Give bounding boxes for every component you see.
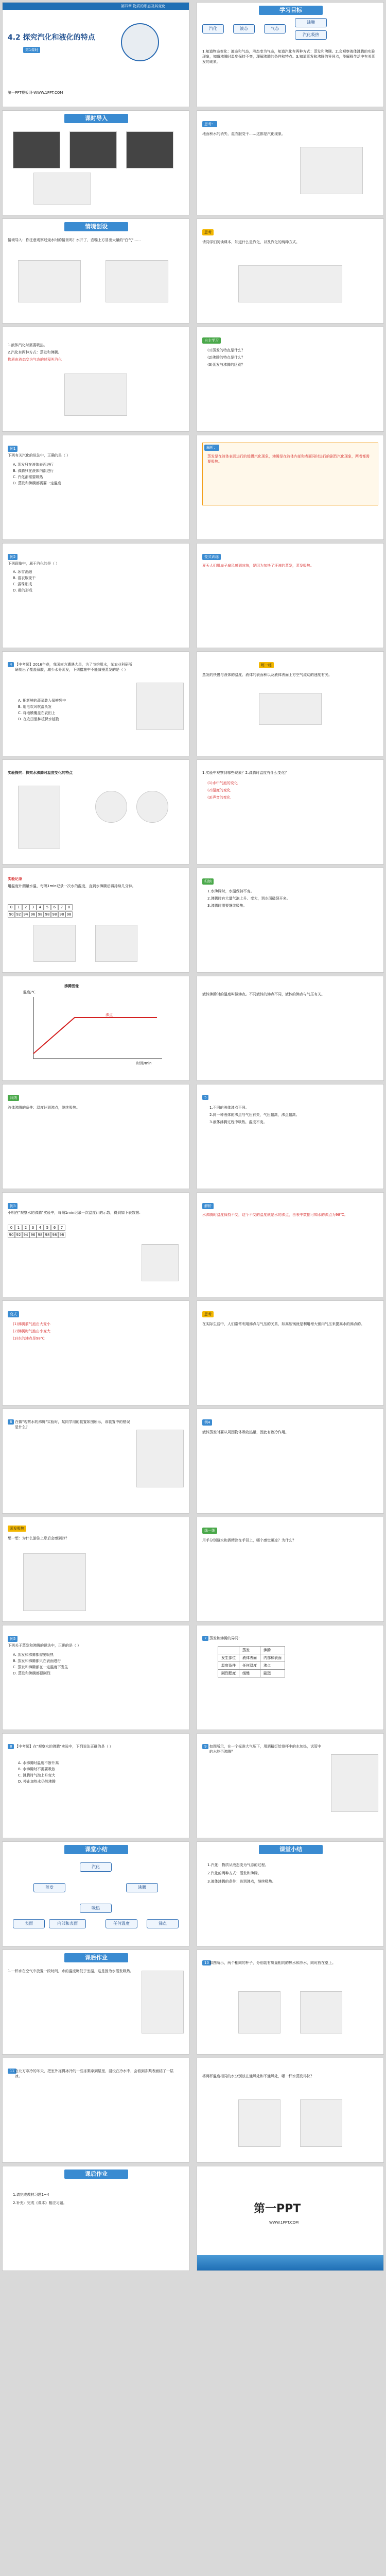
example-tag: 例4 [202, 1419, 212, 1426]
time-cell: 6 [51, 904, 58, 910]
chapter-label: 第四章 物质的形态及其变化 [121, 4, 166, 8]
table-cell: 剧烈 [260, 1670, 285, 1677]
scene-text: 情境导入：你注意观察过烧水时的情景吗？水开了，壶嘴上方冒出大量的"白气"…… [8, 238, 141, 242]
slide-12-variant [197, 543, 384, 648]
table-cell: 剧烈程度 [218, 1670, 239, 1677]
node-boiling: 沸腾 [295, 18, 327, 27]
time-cell: 3 [29, 904, 37, 910]
beaker-setup-illustration [18, 786, 60, 849]
time-cell: 0 [8, 1225, 15, 1231]
node-liquid: 液态 [233, 24, 255, 33]
temp-cell: 92 [15, 1232, 22, 1238]
intro-header: 课时导入 [64, 114, 128, 123]
homework-2: 2.补充：完成《课本》相应习题。 [13, 2201, 67, 2205]
example-question: 下列有关汽化的说法中，正确的是（ ） [8, 453, 71, 457]
node-boiling-point: 沸点 [147, 1919, 179, 1928]
time-cell: 5 [44, 904, 51, 910]
exam-number: 4 [8, 662, 14, 667]
observe-2: (2)温度的变化 [207, 788, 231, 792]
farm-illustration [136, 683, 184, 730]
time-cell: 0 [8, 904, 15, 910]
slide-33-exam [2, 1733, 189, 1838]
question-text: 在北方寒冷的冬天，把室外冻得冰冷的一些冻梨拿到屋里，浸没在冷水中，会看到冻梨表面结了一层冰。 [15, 2069, 173, 2078]
summary-tag: 归纳 [8, 1095, 19, 1101]
goals-header: 学习目标 [259, 6, 323, 15]
slide-14-practice [197, 651, 384, 756]
option-b: B. 蒸发和沸腾都只在表面进行 [13, 1659, 61, 1663]
cloud-cycle-illustration [238, 265, 342, 302]
bubbles-before [33, 925, 76, 962]
variant-2: (2)沸腾时气泡由小变大 [13, 1329, 50, 1333]
apparatus-illustration [136, 1430, 184, 1487]
analysis-label: 解析： [204, 445, 219, 451]
slide-22-points [197, 1084, 384, 1189]
slide-32-comparison [197, 1625, 384, 1730]
table-cell: 温度条件 [218, 1662, 239, 1670]
question-text: 如图所示，两个相同的杯子，分别装有质量相同的热水和冷水，同时放在桌上。 [209, 1961, 336, 1965]
slide-19-graph [2, 976, 189, 1081]
temp-cell: 98 [44, 1232, 51, 1238]
comparison-title: 蒸发和沸腾的异同： [209, 1636, 242, 1640]
slide-2-goals [197, 2, 384, 107]
thinking-tag: 思考： [202, 121, 217, 127]
slide-35-concept-map [2, 1841, 189, 1946]
example-tag: 例5 [8, 1636, 17, 1642]
def-line-2: 2.汽化有两种方式：蒸发和沸腾。 [8, 350, 62, 354]
slide-30-practice [197, 1517, 384, 1622]
temp-cell: 94 [22, 911, 29, 918]
practice-text: 用手分别蘸水和酒精涂在手背上，哪个感觉更凉？为什么？ [202, 1538, 296, 1543]
table-header: 沸腾 [260, 1647, 285, 1654]
option-a: A. 蒸发只在液体表面进行 [13, 463, 54, 467]
slide-25-variant [2, 1300, 189, 1405]
slide-10-analysis [197, 435, 384, 540]
variant-tag: 变式训练 [202, 554, 221, 560]
homework-1: 1.请完成教材习题1~4 [13, 2193, 49, 2197]
slide-28-example [197, 1409, 384, 1514]
time-cell: 4 [37, 904, 44, 910]
ice-photo [33, 173, 91, 205]
question-2: (2)沸腾的特点是什么？ [207, 355, 245, 360]
analysis-box [202, 443, 378, 505]
slide-24-analysis [197, 1192, 384, 1297]
slide-16-observe [197, 759, 384, 865]
node-absorb: 吸热 [80, 1904, 112, 1913]
table-cell: 任何温度 [239, 1662, 260, 1670]
practice-text: 蒸发的快慢与液体的温度、液体的表面积以及液体表面上方空气流动的速度有关。 [202, 673, 332, 677]
slide-9-example [2, 435, 189, 540]
temp-cell: 98 [37, 911, 44, 918]
comparison-table [218, 1646, 285, 1677]
table-cell: 沸点 [260, 1662, 285, 1670]
self-study-tag: 自主学习 [202, 337, 221, 344]
time-cell: 6 [51, 1225, 58, 1231]
brand-logo: 第一PPT [254, 2202, 301, 2215]
stopwatch-icon [95, 791, 127, 823]
homework-header: 课后作业 [64, 2170, 128, 2179]
condition-text: 液体沸腾的条件：温度达到沸点，继续吸热。 [8, 1106, 80, 1110]
table-cell: 液体表面 [239, 1654, 260, 1662]
time-row [8, 904, 73, 910]
node-inside: 内部和表面 [49, 1919, 86, 1928]
thermometer-illustration [300, 147, 363, 194]
temp-cell: 98 [58, 911, 65, 918]
question-3: (3)蒸发与沸腾的区别？ [207, 363, 245, 367]
stopwatch-icon [136, 791, 168, 823]
practice-tag: 练一练 [259, 662, 274, 668]
time-cell: 3 [29, 1225, 37, 1231]
slide-40-question [197, 2058, 384, 2163]
slide-6-thinking [197, 218, 384, 324]
temp-cell: 98 [65, 911, 73, 918]
def-line-1: 1.液体汽化时需要吸热。 [8, 343, 47, 347]
node-any-temp: 任何温度 [106, 1919, 137, 1928]
option-c: C. 将地膜覆盖在农田上 [18, 711, 56, 715]
exam-question: 【中考题】2016年春，我国南方遭遇大旱，为了节约用水，某农业科研所研制出了覆盖薄膜，减少水分蒸发，下列措施中不能减慢蒸发的是（ ） [15, 663, 132, 672]
temp-cell: 98 [51, 1232, 58, 1238]
option-b: B. 沸腾只在液体内部进行 [13, 469, 54, 473]
summary-header: 课堂小结 [259, 1845, 323, 1854]
time-cell: 4 [37, 1225, 44, 1231]
bubbles-after [95, 925, 137, 962]
evaporation-text: 想一想：为什么游泳上岸后会感到冷？ [8, 1536, 69, 1540]
question-text: 在做"观察水的沸腾"实验时，某同学用的装置如图所示，该装置中的错误是什么？ [15, 1420, 130, 1429]
slide-29-evaporation [2, 1517, 189, 1622]
node-absorb-heat: 汽化吸热 [295, 30, 327, 40]
temperature-curve [33, 1018, 157, 1054]
option-a: A. 冰雪消融 [13, 570, 32, 574]
node-vaporize: 汽化 [80, 1862, 112, 1872]
option-d: D. 在农田里种植保水植物 [18, 717, 59, 721]
time-cell: 7 [58, 1225, 65, 1231]
temp-cell: 96 [29, 1232, 37, 1238]
boiling-graph [23, 992, 167, 1069]
example-tag: 例3 [8, 1203, 17, 1209]
beaker-illustration [106, 260, 168, 302]
summary-2: 2.沸腾时有大量气泡上升、变大，到水面破裂开来。 [207, 896, 290, 901]
question-number: 6 [8, 1419, 14, 1425]
question-number: 9 [202, 1744, 208, 1749]
option-d: D. 停止加热水仍然沸腾 [18, 1780, 56, 1784]
slide-38-question [197, 1950, 384, 2055]
windy-cup-illustration [238, 2099, 280, 2147]
temp-cell: 92 [15, 911, 22, 918]
cold-cup-illustration [300, 1991, 342, 2033]
experiment-title: 实验探究：探究水沸腾时温度变化的特点 [8, 771, 73, 775]
example-tag: 例2 [8, 554, 17, 560]
slide-5-scene [2, 218, 189, 324]
slide-41-homework [2, 2166, 189, 2271]
option-c: C. 沸腾时气泡上升变大 [18, 1773, 56, 1777]
node-surface: 表面 [13, 1919, 45, 1928]
example-text: 液体蒸发时要从周围物体吸收热量，因此有致冷作用。 [202, 1430, 289, 1434]
x-axis-label: 时间/min [136, 1061, 152, 1065]
variant-text: 夏天人们用扇子扇风感到凉快，是因为加快了汗液的蒸发，蒸发吸热。 [202, 564, 314, 568]
temp-cell: 98 [37, 1232, 44, 1238]
point-number: 5 [202, 1095, 208, 1100]
brand-url: WWW.1PPT.COM [269, 2221, 299, 2225]
question-number: 11 [8, 2069, 16, 2074]
temp-cell: 90 [8, 911, 15, 918]
slide-17-record [2, 868, 189, 973]
lava-photo [126, 131, 173, 168]
slide-18-summary [197, 868, 384, 973]
analysis-text: 蒸发是在液体表面进行的缓慢汽化现象，沸腾是在液体内部和表面同时进行的剧烈汽化现象，两者都需要吸热。 [207, 454, 370, 464]
option-a: A. 水沸腾时温度不断升高 [18, 1761, 59, 1765]
slide-31-example [2, 1625, 189, 1730]
comparison-number: 7 [202, 1636, 208, 1641]
slide-21-summary [2, 1084, 189, 1189]
slide-36-summary [197, 1841, 384, 1946]
table-cell: 缓慢 [239, 1670, 260, 1677]
option-c: C. 蒸发和沸腾都在一定温度下发生 [13, 1665, 68, 1669]
table-cell: 内部和表面 [260, 1654, 285, 1662]
option-d: D. 蒸发和沸腾都很剧烈 [13, 1671, 50, 1675]
still-cup-illustration [300, 2099, 342, 2147]
summary-2: 2.汽化的两种方式：蒸发和沸腾。 [207, 1871, 261, 1875]
analysis-label: 解析 [202, 1203, 214, 1209]
slide-20-boiling-point [197, 976, 384, 1081]
slide-26-thinking [197, 1300, 384, 1405]
table-cell: 发生部位 [218, 1654, 239, 1662]
slide-11-example [2, 543, 189, 648]
time-cell: 1 [15, 904, 22, 910]
brand-footer [197, 2255, 383, 2270]
temp-row [8, 911, 73, 918]
heating-illustration [331, 1754, 378, 1812]
thermometer-illustration [142, 1244, 179, 1281]
option-d: D. 蒸发和沸腾都需要一定温度 [13, 481, 61, 485]
point-2: 2.同一种液体的沸点与气压有关，气压越高，沸点越高。 [209, 1113, 300, 1117]
slide-39-question [2, 2058, 189, 2163]
option-b: B. 湿衣服变干 [13, 576, 36, 580]
thinking-text: 地面积水的消失、湿衣服变干……这都是汽化现象。 [202, 132, 285, 136]
candle-photo [13, 131, 60, 168]
summary-3: 3.液体沸腾的条件：达到沸点，继续吸热。 [207, 1879, 276, 1884]
time-cell: 5 [44, 1225, 51, 1231]
node-gas: 气态 [264, 24, 286, 33]
temp-cell: 96 [29, 911, 37, 918]
observe-3: (3)声音的变化 [207, 795, 231, 800]
analysis-text: 水沸腾时温度保持不变，这个不变的温度就是水的沸点，由表中数据可知水的沸点为98℃。 [202, 1213, 348, 1217]
record-text: 用温度计测量水温，每隔1min记录一次水的温度，直到水沸腾后再持续几分钟。 [8, 884, 136, 888]
option-a: A. 把新鲜的蔬菜装入保鲜袋中 [18, 699, 66, 703]
credit-text: 第一PPT模板网-WWW.1PPT.COM [8, 91, 63, 95]
variant-3: (3)水的沸点是98℃ [13, 1336, 45, 1341]
option-b: B. 用电吹风吹湿头发 [18, 705, 52, 709]
time-cell: 8 [65, 904, 73, 910]
slide-8-self-study [197, 327, 384, 432]
slide-7-definition [2, 327, 189, 432]
cup-illustration [142, 1971, 184, 2033]
fire-photo [69, 131, 117, 168]
temp-cell: 98 [58, 1232, 65, 1238]
question-text: 如图所示，在一个标准大气压下，用酒精灯给烧杯中的水加热，试管中的水能否沸腾？ [209, 1744, 321, 1754]
observe-1: (1)水中气泡的变化 [207, 781, 238, 785]
variant-tag: 变式 [8, 1311, 19, 1317]
temp-row [8, 1232, 65, 1238]
example-question: 下列现象中，属于汽化的是（ ） [8, 562, 60, 566]
variant-1: (1)沸腾前气泡由大变小 [13, 1322, 50, 1326]
table-header [218, 1647, 239, 1654]
homework-header: 课后作业 [64, 1953, 128, 1962]
time-cell: 2 [22, 1225, 29, 1231]
option-b: B. 水沸腾时不需要吸热 [18, 1767, 56, 1771]
blank-illustration [64, 374, 127, 416]
node-evaporate: 蒸发 [33, 1883, 65, 1892]
time-row [8, 1225, 65, 1231]
boiling-point-text: 液体沸腾时的温度叫做沸点。不同液体的沸点不同，液体的沸点与气压有关。 [202, 992, 325, 996]
thinking-tag: 思考 [202, 1311, 214, 1317]
swimmer-illustration [23, 1553, 86, 1611]
time-cell: 2 [22, 904, 29, 910]
node-boil: 沸腾 [126, 1883, 158, 1892]
summary-1: 1.水沸腾时，水温保持不变。 [207, 889, 254, 893]
boiling-point-label: 沸点 [106, 1013, 113, 1017]
slide-3-intro [2, 110, 189, 215]
gear-icon [121, 23, 159, 61]
option-c: C. 汽化都需要吸热 [13, 475, 43, 479]
temp-cell: 98 [44, 911, 51, 918]
slide-1-title [2, 2, 189, 107]
lesson-subtitle: 第1课时 [23, 47, 40, 53]
question-1: (1)蒸发的特点是什么？ [207, 348, 245, 352]
goals-text: 1.知道物态变化：液态和气态，液态变为气态，知道汽化有两种方式：蒸发和沸腾。2.会观察液体沸腾的实验现象，知道沸腾时温度保持不变，理解沸腾的条件和特点。3.知道蒸发和沸腾的异同点，能解释生活中有关蒸发的现象。 [202, 49, 375, 64]
def-red-note: 物质由液态变为气态的过程叫汽化 [8, 358, 62, 362]
summary-tag: 归纳 [202, 878, 214, 885]
example-question: 小明在"观察水的沸腾"实验中，每隔1min记录一次温度计的示数，得到如下表数据： [8, 1211, 143, 1215]
example-tag: 例1 [8, 446, 17, 452]
record-title: 实验记录 [8, 877, 22, 881]
homework-text: 1.一杯水在空气中放置一段时间，水的温度略低于室温，这是因为水蒸发吸热。 [8, 1969, 134, 1973]
lesson-title: 4.2 探究汽化和液化的特点 [8, 33, 95, 42]
summary-header: 课堂小结 [64, 1845, 128, 1854]
observe-text: 1.实验中观察到哪些现象？2.沸腾时温度有什么变化？ [202, 771, 289, 775]
option-c: C. 露珠形成 [13, 582, 32, 586]
scene-header: 情境创设 [64, 222, 128, 231]
point-1: 1.不同的液体沸点不同。 [209, 1106, 249, 1110]
thinking-text: 在实际生活中，人们常常利用沸点与气压的关系，如高压锅就是利用增大锅内气压来提高水的沸点的。 [202, 1322, 364, 1326]
practice-tag: 练一练 [202, 1528, 217, 1534]
question-number: 10 [202, 1960, 211, 1965]
slide-42-brand [197, 2166, 384, 2271]
summary-3: 3.沸腾时需要继续吸热。 [207, 904, 247, 908]
thinking-text: 请同学们阅读课本，知道什么是汽化，以及汽化的两种方式。 [202, 240, 300, 244]
slide-27-question [2, 1409, 189, 1514]
slide-13-exam [2, 651, 189, 756]
option-a: A. 蒸发和沸腾都需要吸热 [13, 1653, 54, 1657]
node-vaporize: 汽化 [202, 24, 224, 33]
thinking-tag: 思考 [202, 229, 214, 235]
option-d: D. 霜的形成 [13, 588, 32, 592]
point-3: 3.液体沸腾过程中吸热，温度不变。 [209, 1120, 267, 1124]
table-header: 蒸发 [239, 1647, 260, 1654]
practice-illustration [259, 693, 322, 725]
y-axis-label: 温度/℃ [23, 990, 36, 994]
summary-1: 1.汽化：物质从液态变为气态的过程。 [207, 1863, 269, 1867]
temp-cell: 90 [8, 1232, 15, 1238]
evaporation-tag: 蒸发吸热 [8, 1526, 26, 1532]
exam-number: 8 [8, 1744, 14, 1749]
question-text: 将两杯温度相同的水分别放在通风处和不通风处，哪一杯水蒸发得快？ [202, 2074, 314, 2078]
slide-15-experiment [2, 759, 189, 865]
cloud-illustration [18, 260, 81, 302]
hot-cup-illustration [238, 1991, 280, 2033]
time-cell: 7 [58, 904, 65, 910]
temp-cell: 98 [51, 911, 58, 918]
example-question: 下列关于蒸发和沸腾的说法中，正确的是（ ） [8, 1643, 81, 1648]
graph-title: 沸腾图像 [64, 984, 79, 988]
slide-37-homework [2, 1950, 189, 2055]
slide-34-question [197, 1733, 384, 1838]
exam-question: 【中考题】在"观察水的沸腾"实验中，下列说法正确的是（ ） [15, 1744, 113, 1749]
temp-cell: 94 [22, 1232, 29, 1238]
time-cell: 1 [15, 1225, 22, 1231]
slide-23-example [2, 1192, 189, 1297]
slide-4-thinking [197, 110, 384, 215]
